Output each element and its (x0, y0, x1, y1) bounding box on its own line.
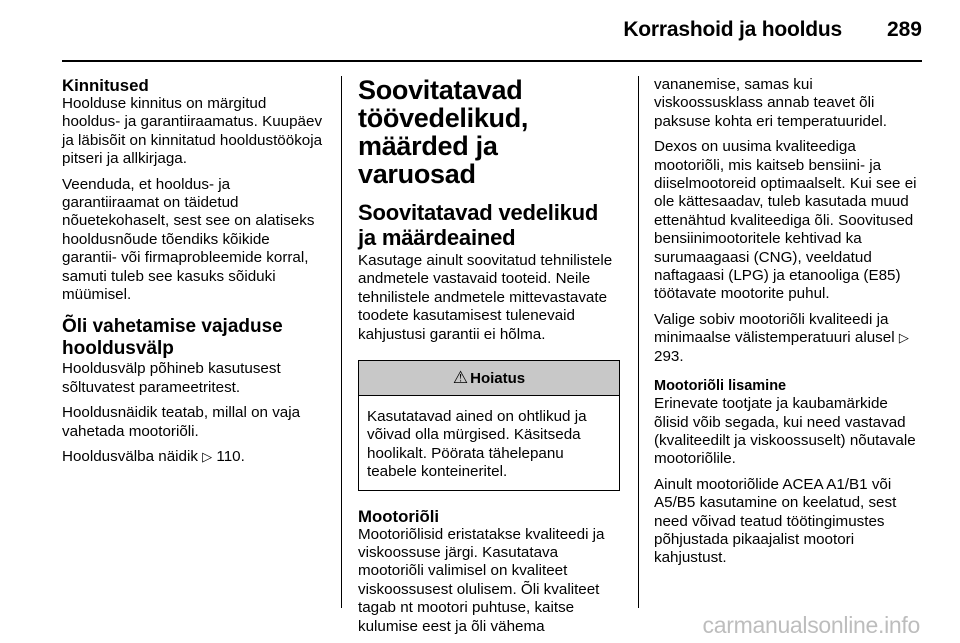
heading-mootorioli: Mootoriõli (358, 506, 440, 526)
paragraph: Mootoriõlisid eristatakse kvaliteedi ja viskoossuse järgi. Kasutatava mootoriõli valimisel on kvaliteet viskoossusest olulisem. Õli kvaliteet tagab nt mootori puhtuse, kaitse kulumise eest ja õli vähema (358, 525, 605, 635)
column-divider-2 (638, 76, 639, 608)
paragraph: Kasutage ainult soovitatud tehnilistele andmetele vastavaid tooteid. Neile tehnilistele andmetele mittevastavate toodete kasutamisest tulenevaid kahjustusi garantii ei hõlma. (358, 252, 613, 343)
paragraph: Hoolduse kinnitus on märgitud hooldus- ja garantiiraamatus. Kuupäev ja läbisõit on kinnitatud hooldustöökoja pitseri ja allkirjaga. (62, 95, 323, 168)
paragraph: Hooldusnäidik teatab, millal on vaja vahetada mootoriõli. (62, 404, 301, 440)
page-reference-link[interactable]: 293. (654, 347, 684, 365)
column-left (62, 76, 324, 474)
header-divider (62, 60, 922, 62)
reference-text: Hooldusvälba näidik (62, 448, 198, 466)
warning-title: Hoiatus (470, 370, 526, 388)
paragraph-with-reference (62, 448, 324, 466)
section-heading: Soovitatavad vedelikud ja määrdeained (358, 200, 599, 250)
page-reference-arrow-icon: ▷ (202, 449, 213, 465)
paragraph: Hooldusvälp põhineb kasutusest sõltuvatest parameetritest. (62, 360, 281, 396)
reference-text: Valige sobiv mootoriõli kvaliteedi ja minimaalse välistemperatuuri alusel (654, 310, 895, 347)
paragraph-with-reference (654, 311, 924, 366)
warning-triangle-icon: ⚠ (452, 368, 469, 388)
paragraph: Erinevate tootjate ja kaubamärkide õlisid võib segada, kui need vastavad (kvaliteedilt ja viskoossuselt) nõutavale mootoriõlile. (654, 395, 916, 468)
page-reference-link[interactable]: 110. (216, 448, 245, 466)
page-reference-arrow-icon: ▷ (898, 330, 909, 346)
page-number: 289 (886, 18, 922, 41)
paragraph: Dexos on uusima kvaliteediga mootoriõli, mis kaitseb bensiini- ja diiselmootoreid optimaalselt. Kui see ei ole kättesaadav, tuleb kasutada muud ettenähtud kvaliteediga õli. Soovitused bensiinimootoritele kehtivad ka surumaagaasi (CNG), veeldatud naftagaasi (LPG) ja etanooliga (E85) töötavate mootorite puhul. (654, 138, 917, 303)
paragraph: Veenduda, et hooldus- ja garantiiraamat on täidetud nõuetekohaselt, sest see on alatiseks hooldusnõude tõendiks kõikide garantii- või firmaprobleemide korral, samuti tuleb see kasuks sõiduki müümisel. (62, 175, 315, 304)
watermark: carmanualsonline.info (702, 612, 920, 638)
warning-header (359, 361, 619, 396)
heading-oil-adding: Mootoriõli lisamine (654, 378, 787, 395)
heading-kinnitused: Kinnitused (62, 76, 149, 95)
chapter-heading: Soovitatavad töövedelikud, määrded ja varuosad (358, 75, 529, 189)
paragraph: Ainult mootoriõlide ACEA A1/B1 või A5/B5 kasutamine on keelatud, sest need võivad teatud töötingimustes põhjustada pikaajalist mootori kahjustust. (654, 475, 897, 567)
warning-box (358, 360, 620, 491)
heading-oil-interval: Õli vahetamise vajaduse hooldusvälp (62, 316, 283, 360)
section-title: Korrashoid ja hooldus (623, 18, 842, 41)
warning-body (359, 396, 619, 490)
paragraph: vananemise, samas kui viskoossusklass annab teavet õli paksuse kohta eri temperatuuridel. (654, 76, 888, 130)
page-header (0, 0, 960, 60)
column-divider-1 (341, 76, 342, 608)
column-middle (358, 76, 620, 643)
warning-text: Kasutatavad ained on ohtlikud ja võivad olla mürgised. Käsitseda hoolikalt. Pöörata tähelepanu teabele konteineritel. (367, 408, 587, 481)
column-right (654, 76, 924, 575)
